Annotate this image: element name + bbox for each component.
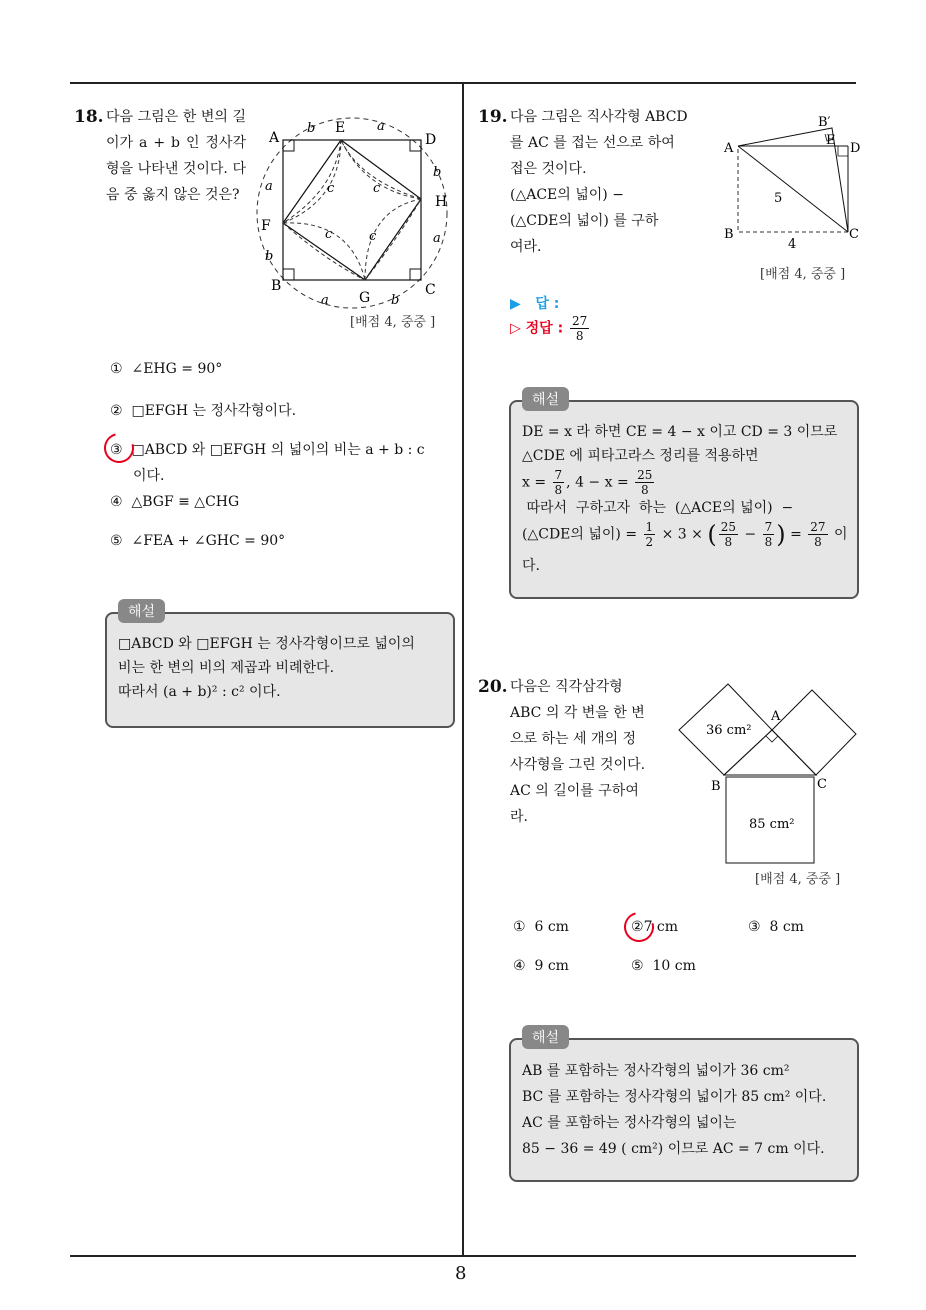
svg-text:C: C <box>817 777 827 792</box>
square-abcd <box>283 140 421 280</box>
q20-question-text: 다음은 직각삼각형 ABC 의 각 변을 한 변 으로 하는 세 개의 정 사각형을 그린 것이다. AC 의 길이를 구하여 라. <box>510 679 646 825</box>
vertex-B: B <box>271 278 282 294</box>
svg-text:b: b <box>265 249 274 264</box>
svg-text:a: a <box>265 179 273 194</box>
svg-text:B′: B′ <box>818 115 831 130</box>
q18-option-5[interactable]: ⑤ ∠FEA + ∠GHC = 90° <box>110 533 286 549</box>
q20-solution-text: AB 를 포함하는 정사각형의 넓이가 36 cm² BC 를 포함하는 정사각형의 넓이가 85 cm² 이다. AC 를 포함하는 정사각형의 넓이는 85 − 36 = 49 ( cm²) 이므로 AC = 7 cm 이다. <box>522 1063 827 1157</box>
q19-figure <box>722 110 862 260</box>
q20-option-3[interactable]: ③ 8 cm <box>748 919 804 935</box>
q19-correct-row: ▷ 정답 : $\frac{27}{8}$ <box>510 314 588 343</box>
svg-text:b: b <box>433 165 442 180</box>
q18-option-3[interactable]: ③ □ABCD 와 □EFGH 의 넓이의 비는 a + b : c <box>110 442 425 458</box>
q18-option-4[interactable]: ④ △BGF ≡ △CHG <box>110 494 240 510</box>
vertex-A: A <box>269 130 280 146</box>
svg-text:c: c <box>327 181 335 196</box>
svg-text:b: b <box>307 121 316 136</box>
svg-text:c: c <box>373 181 381 196</box>
svg-text:a: a <box>321 293 329 308</box>
q20-option-5[interactable]: ⑤ 10 cm <box>631 958 696 974</box>
vertex-D: D <box>425 132 437 148</box>
svg-text:C: C <box>849 227 859 242</box>
q18-figure <box>255 110 460 310</box>
square-ac <box>772 690 856 775</box>
svg-text:a: a <box>433 231 441 246</box>
vertex-H: H <box>435 194 448 210</box>
svg-text:c: c <box>369 229 377 244</box>
q19-number: 19. <box>478 107 508 127</box>
vertex-C: C <box>425 282 436 298</box>
q20-option-4[interactable]: ④ 9 cm <box>513 958 569 974</box>
vertex-E: E <box>335 120 346 136</box>
page-number: 8 <box>455 1263 467 1284</box>
q20-solution-tag: 해설 <box>522 1025 569 1049</box>
q19-solution-text: DE = x 라 하면 CE = 4 − x 이고 CD = 3 이므로 △CDE 에 피타고라스 정리를 적용하면 x = $\frac{7}{8}$ , 4 − x = $\frac{25}{8}$ 따라서 구하고자 하는 (△ACE의 넓이) − (△CDE의 넓이) = $\frac{1}{2}$ × 3 × ( $\frac{25}{8}$ − $\frac{7}{8}$ ) = $\frac{27}{8}$ 이 다. <box>522 424 848 574</box>
svg-text:A: A <box>771 709 781 724</box>
svg-text:b: b <box>391 293 400 308</box>
q18-option-2[interactable]: ② □EFGH 는 정사각형이다. <box>110 403 297 419</box>
svg-text:E: E <box>826 133 836 148</box>
q19-question-text: 다음 그림은 직사각형 ABCD 를 AC 를 접는 선으로 하여 접은 것이다. (△ACE의 넓이) − (△CDE의 넓이) 를 구하 여라. <box>510 109 688 255</box>
q19-answer-row: ▶ 답 : <box>510 296 560 312</box>
q19-len-diag: 5 <box>774 191 783 206</box>
svg-text:a: a <box>377 119 385 134</box>
q18-mark: [배점 4, 중중 ] <box>350 315 436 330</box>
vertex-G: G <box>359 290 371 306</box>
q20-figure <box>676 680 866 870</box>
q20-number: 20. <box>478 677 508 697</box>
q20-option-2[interactable]: ②7 cm <box>631 919 679 935</box>
q18-number: 18. <box>74 107 104 127</box>
q18-solution-tag: 해설 <box>118 599 165 623</box>
q18-question-text: 다음 그림은 한 변의 길이가 a + b 인 정사각형을 나타낸 것이다. 다음 중 옳지 않은 것은? <box>106 109 246 203</box>
square-efgh <box>283 140 421 280</box>
q19-len-bottom: 4 <box>788 237 797 252</box>
q18-selected-circle <box>99 428 140 469</box>
column-divider <box>462 84 464 1256</box>
bottom-rule <box>70 1255 856 1257</box>
q19-solution-tag: 해설 <box>522 387 569 411</box>
svg-text:B: B <box>724 227 734 242</box>
q20-selected-circle <box>619 907 660 948</box>
q20-option-1[interactable]: ① 6 cm <box>513 919 569 935</box>
q19-mark: [배점 4, 중중 ] <box>760 267 846 282</box>
q18-solution-text: □ABCD 와 □EFGH 는 정사각형이므로 넓이의 비는 한 변의 비의 제곱과 비례한다. 따라서 (a + b)² : c² 이다. <box>118 636 415 700</box>
q18-option-1[interactable]: ① ∠EHG = 90° <box>110 361 223 377</box>
q20-area-36: 36 cm² <box>706 723 752 738</box>
svg-text:A: A <box>724 141 734 156</box>
q20-area-85: 85 cm² <box>749 817 795 832</box>
svg-text:B: B <box>711 779 721 794</box>
vertex-F: F <box>261 218 271 234</box>
q18-option-3-cont: 이다. <box>133 468 165 484</box>
svg-text:c: c <box>325 227 333 242</box>
q20-mark: [배점 4, 중중 ] <box>755 872 841 887</box>
arc-curves <box>283 140 421 280</box>
svg-text:D: D <box>850 141 861 156</box>
